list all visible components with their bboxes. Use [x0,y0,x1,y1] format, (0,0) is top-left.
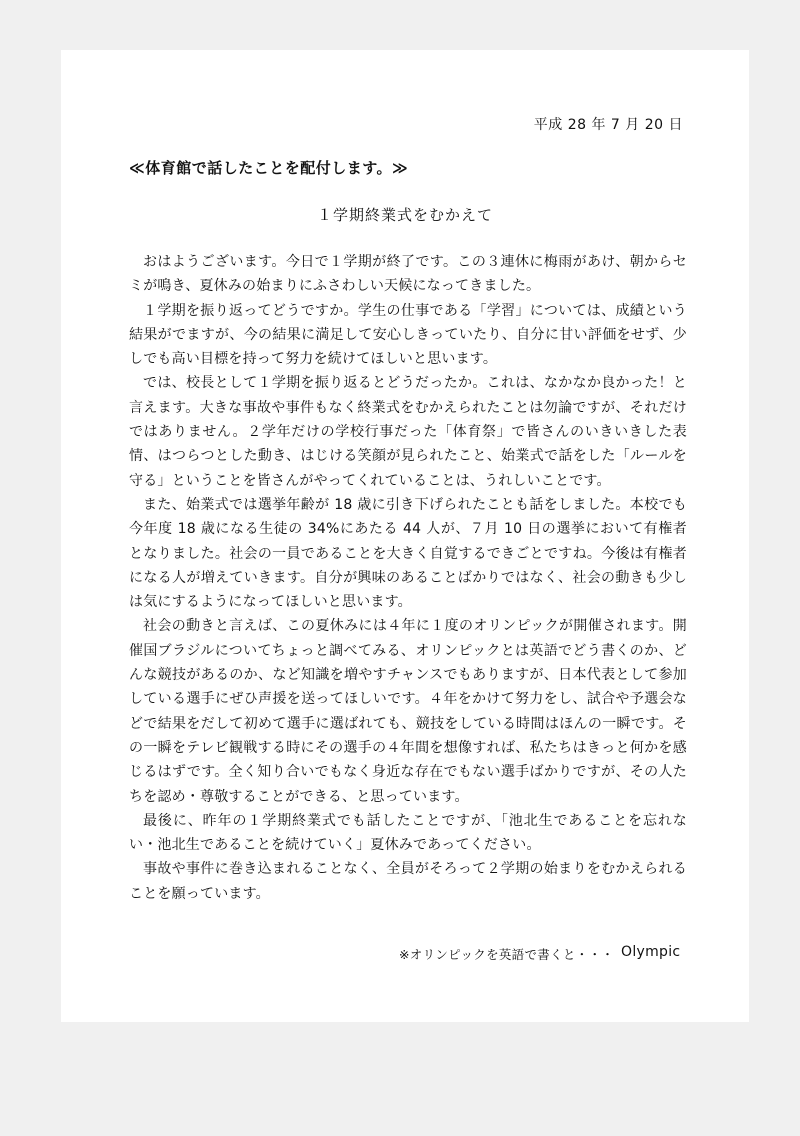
document-body [129,250,687,906]
paragraph: おはようございます。今日で１学期が終了です。この３連休に梅雨があけ、朝からセミが鳴き、夏休みの始まりにふさわしい天候になってきました。 [129,254,687,295]
footnote: ※オリンピックを英語で書くと・・・ [399,947,615,962]
paragraph: １学期を振り返ってどうですか。学生の仕事である「学習」については、成績という結果がでますが、今の結果に満足して安心しきっていたり、自分に甘い評価をせず、少しでも高い目標を持って努力を続けてほしいと思います。 [129,302,687,368]
document-title: １学期終業式をむかえて [316,206,493,224]
paragraph: 最後に、昨年の１学期終業式でも話したことですが、「池北生であることを忘れない・池北生であることを続けていく」夏休みであってください。 [129,812,687,854]
paragraph: 社会の動きと言えば、この夏休みには４年に１度のオリンピックが開催されます。開催国ブラジルについてちょっと調べてみる、オリンピックとは英語でどう書くのか、どんな競技があるのか、など知識を増やすチャンスでもありますが、日本代表として参加している選手にぜひ声援を送ってほしいです。４年をかけて努力をし、試合や予選会などで結果をだして初めて選手に選ばれても、競技をしている時間はほんの一瞬です。その一瞬をテレビ観戦する時にその選手の４年間を想像すれば、私たちはきっと何かを感じるはずです。全く知り合いでもなく身近な存在でもない選手ばかりですが、その人たちを認め・尊敬することができる、と思っています。 [129,618,687,805]
document-page [61,50,749,1022]
distribution-notice: ≪体育館で話したことを配付します。≫ [129,159,409,177]
footnote-answer: Olympic [621,944,681,960]
paragraph: では、校長として１学期を振り返るとどうだったか。これは、なかなか良かった！と言えます。大きな事故や事件もなく終業式をむかえられたことは勿論ですが、それだけではありません。２学年だけの学校行事だった「体育祭」で皆さんのいきいきした表情、はつらつとした動き、はじける笑顔が見られたこと、始業式で話をした「ルールを守る」ということを皆さんがやってくれていることは、うれしいことです。 [129,375,687,489]
paragraph: 事故や事件に巻き込まれることなく、全員がそろって２学期の始まりをむかえられることを願っています。 [129,861,687,902]
paragraph: また、始業式では選挙年齢が 18 歳に引き下げられたことも話をしました。本校でも今年度 18 歳になる生徒の 34%にあたる 44 人が、７月 10 日の選挙において有権者となりました。社会の一員であることを大きく自覚するできごとですね。今後は有権者になる人が増えていきます。自分が興味のあることばかりではなく、社会の動きも少しは気にするようになってほしいと思います。 [129,496,687,611]
document-date: 平成 28 年 7 月 20 日 [533,117,683,133]
